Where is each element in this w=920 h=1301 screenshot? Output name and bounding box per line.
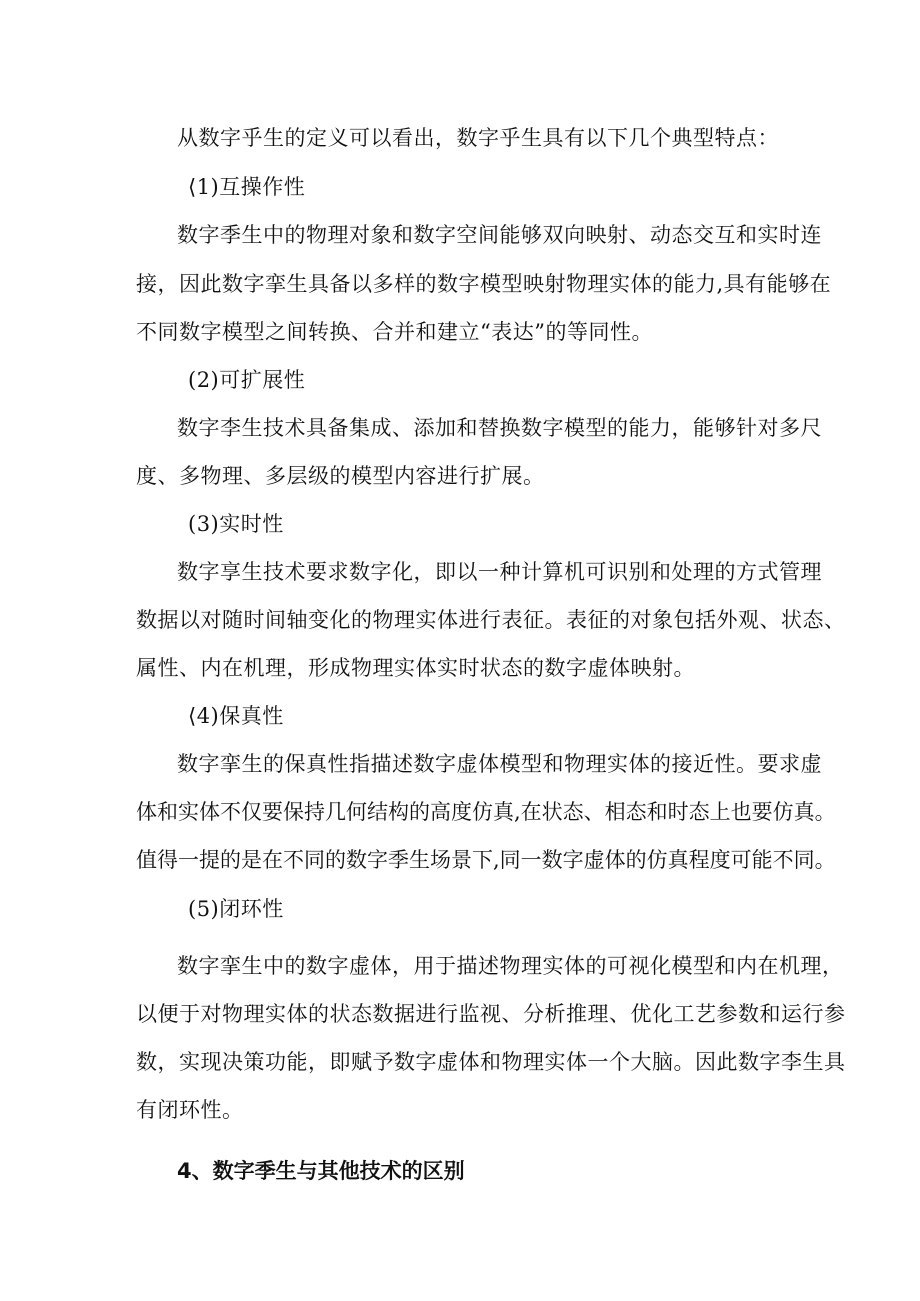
feature-heading-interoperability: ⟨1)互操作性	[188, 175, 306, 199]
feature-body-line: 不同数字模型之间转换、合并和建立“表达”的等同性。	[136, 320, 653, 344]
feature-heading-fidelity: ⟨4)保真性	[188, 704, 284, 728]
feature-body-line: 数，实现决策功能，即赋予数字虚体和物理实体一个大脑。因此数字李生具	[136, 1050, 846, 1074]
feature-body-line: 数字挛生中的数字虚体，用于描述物理实体的可视化模型和内在机理，	[177, 954, 844, 978]
feature-body-line: 值得一提的是在不同的数字季生场景下,同一数字虚体的仿真程度可能不同。	[136, 848, 836, 872]
feature-body-line: 数字挛生的保真性指描述数字虚体模型和物理实体的接近性。要求虚	[177, 752, 822, 776]
feature-body-line: 以便于对物理实体的状态数据进行监视、分析推理、优化工艺参数和运行参	[136, 1002, 846, 1026]
feature-heading-scalability: (2)可扩展性	[188, 368, 306, 392]
feature-body-line: 数字季生中的物理对象和数字空间能够双向映射、动态交互和实时连	[177, 223, 822, 247]
feature-body-line: 度、多物理、多层级的模型内容进行扩展。	[136, 464, 545, 488]
feature-heading-realtime: (3)实时性	[188, 512, 284, 536]
feature-body-line: 有闭环性。	[136, 1098, 244, 1122]
feature-body-line: 接，因此数字挛生具备以多样的数字模型映射物理实体的能力,具有能够在	[136, 272, 832, 296]
feature-body-line: 数据以对随时间轴变化的物理实体进行表征。表征的对象包括外观、状态、	[136, 608, 846, 632]
section-heading: 4、数字季生与其他技术的区别	[177, 1159, 465, 1183]
feature-body-line: 属性、内在机理，形成物理实体实时状态的数字虚体映射。	[136, 656, 695, 680]
intro-paragraph: 从数字乎生的定义可以看出，数字乎生具有以下几个典型特点：	[177, 126, 779, 150]
feature-heading-closed-loop: (5)闭环性	[188, 897, 284, 921]
feature-body-line: 数字李生技术具备集成、添加和替换数字模型的能力，能够针对多尺	[177, 416, 822, 440]
feature-body-line: 数字享生技术要求数字化，即以一种计算机可识别和处理的方式管理	[177, 560, 822, 584]
feature-body-line: 体和实体不仅要保持几何结构的高度仿真,在状态、相态和时态上也要仿真。	[136, 800, 836, 824]
